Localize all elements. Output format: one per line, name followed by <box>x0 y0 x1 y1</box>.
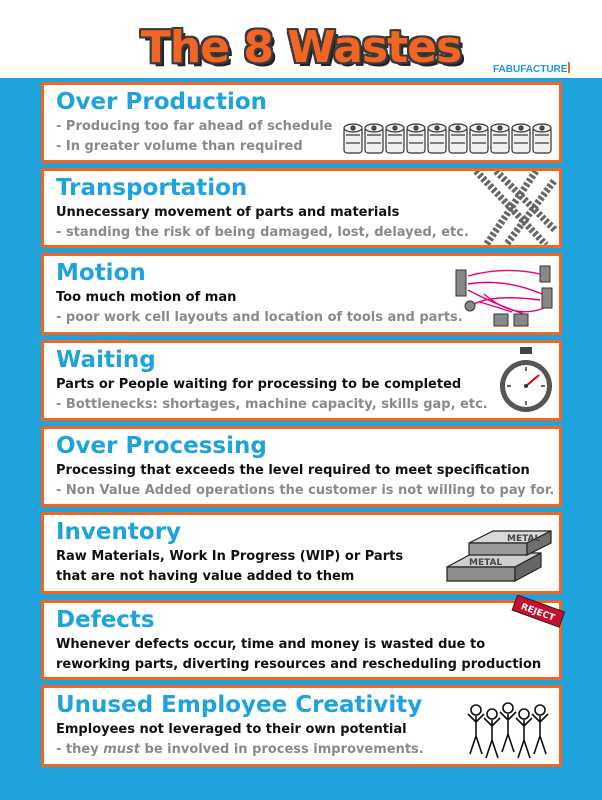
card-line-1: Processing that exceeds the level required to meet specification <box>56 463 530 478</box>
card-line-2-emphasis: must <box>103 742 140 757</box>
card-line-2: reworking parts, diverting resources and rescheduling production <box>56 657 542 672</box>
brand-mark <box>568 62 570 73</box>
ingot-label-bottom: METAL <box>469 558 503 568</box>
card-heading: Inventory <box>56 519 182 545</box>
card-heading: Transportation <box>56 175 248 201</box>
card-line-1: Whenever defects occur, time and money is wasted due to <box>56 637 486 652</box>
card-line-1: Raw Materials, Work In Progress (WIP) or Parts <box>56 549 404 564</box>
waste-card-unused-employee-creativity <box>41 685 562 767</box>
card-line-1: Employees not leveraged to their own potential <box>56 722 407 737</box>
reject-stamp-label: REJECT <box>519 602 556 624</box>
card-line-1: Unnecessary movement of parts and materials <box>56 205 400 220</box>
card-line-2 <box>56 740 424 760</box>
card-line-2: that are not having value added to them <box>56 569 355 584</box>
card-line-2: - standing the risk of being damaged, lost, delayed, etc. <box>56 225 469 240</box>
waste-card-transportation <box>41 168 562 248</box>
ingot-label-top: METAL <box>507 534 541 544</box>
card-line-1: - Producing too far ahead of schedule <box>56 119 333 134</box>
brand-logo <box>493 62 570 75</box>
metal-ingots-icon <box>439 523 554 589</box>
header <box>0 0 602 78</box>
waste-card-over-production <box>41 82 562 163</box>
card-line-2: - In greater volume than required <box>56 139 303 154</box>
card-heading: Over Processing <box>56 433 267 459</box>
card-line-2: - Bottlenecks: shortages, machine capacity, skills gap, etc. <box>56 397 488 412</box>
card-line-1: Too much motion of man <box>56 290 237 305</box>
page-title: The 8 Wastes <box>140 22 462 73</box>
waste-card-defects <box>41 600 562 680</box>
card-line-2-end: be involved in process improvements. <box>139 742 424 757</box>
waste-card-motion <box>41 253 562 335</box>
reject-stamp-icon <box>510 595 566 629</box>
stopwatch-icon <box>497 345 555 417</box>
people-group-icon <box>464 700 556 762</box>
card-heading: Unused Employee Creativity <box>56 692 423 718</box>
card-line-2-start: - they <box>56 742 104 757</box>
waste-card-over-processing <box>41 426 562 507</box>
card-line-2: - poor work cell layouts and location of tools and parts. <box>56 310 463 325</box>
brand-name: FABUFACTURE <box>493 64 568 75</box>
card-line-2: - Non Value Added operations the customer is not willing to pay for. <box>56 483 555 498</box>
card-heading: Motion <box>56 260 146 286</box>
spools-icon <box>342 121 560 159</box>
waste-card-waiting <box>41 340 562 421</box>
poster-body <box>0 78 602 800</box>
tire-tracks-icon <box>466 171 559 245</box>
card-heading: Over Production <box>56 89 268 115</box>
work-cell-layout-icon <box>454 264 554 330</box>
waste-card-inventory <box>41 512 562 594</box>
card-heading: Defects <box>56 607 155 633</box>
card-heading: Waiting <box>56 347 156 373</box>
card-line-1: Parts or People waiting for processing to be completed <box>56 377 462 392</box>
